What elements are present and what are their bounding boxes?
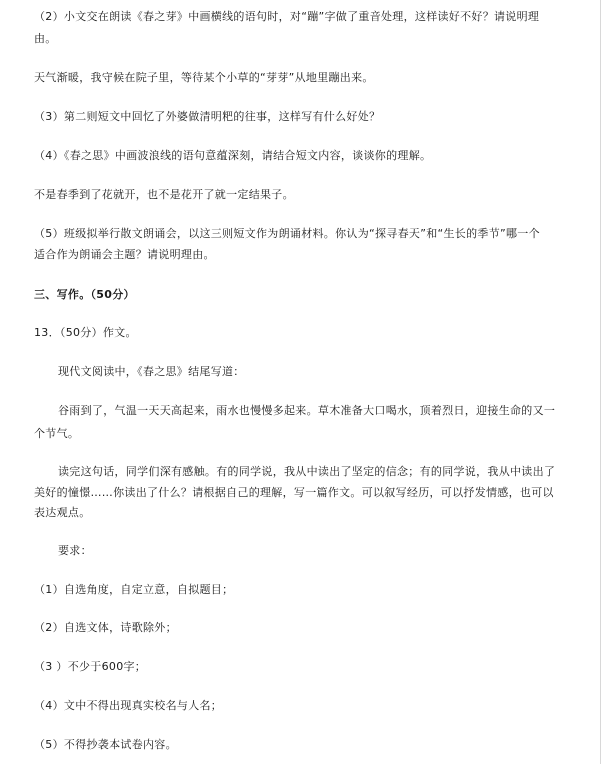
section-heading-writing: 三、写作。（50分） bbox=[34, 288, 135, 301]
page-edge-divider bbox=[600, 0, 601, 764]
requirement-5: （5）不得抄袭本试卷内容。 bbox=[34, 738, 177, 751]
question-13: 13．（50分）作文。 bbox=[34, 326, 137, 339]
prompt-line-1: 读完这句话，同学们深有感触。有的同学说，我从中读出了坚定的信念；有的同学说，我从中读出了 bbox=[58, 465, 556, 478]
quoted-sentence-1: 天气渐暖，我守候在院子里，等待某个小草的“芽芽”从地里蹦出来。 bbox=[34, 71, 374, 84]
requirements-title: 要求： bbox=[58, 544, 92, 557]
question-2-line-2: 由。 bbox=[34, 32, 57, 45]
requirement-1: （1）自选角度，自定立意，自拟题目； bbox=[34, 583, 234, 596]
question-2-line-1: （2）小文交在朗读《春之芽》中画横线的语句时，对“蹦”字做了重音处理，这样读好不好？请说明理 bbox=[34, 10, 540, 23]
excerpt-line-1: 谷雨到了，气温一天天高起来，雨水也慢慢多起来。草木准备大口喝水，顶着烈日，迎接生命的又一 bbox=[58, 404, 556, 417]
prompt-line-2: 美好的憧憬……你读出了什么？请根据自己的理解，写一篇作文。可以叙写经历，可以抒发情感，也可以 bbox=[34, 486, 554, 499]
requirement-2: （2）自选文体，诗歌除外； bbox=[34, 621, 177, 634]
question-5-line-1: （5）班级拟举行散文朗诵会，以这三则短文作为朗诵材料。你认为“探寻春天”和“生长的季节”哪一个 bbox=[34, 227, 540, 240]
question-5-line-2: 适合作为朗诵会主题？请说明理由。 bbox=[34, 248, 215, 261]
quoted-sentence-2: 不是春季到了花就开，也不是花开了就一定结果子。 bbox=[34, 188, 294, 201]
excerpt-line-2: 个节气。 bbox=[34, 427, 80, 440]
question-3: （3）第二则短文中回忆了外婆做清明粑的往事，这样写有什么好处？ bbox=[34, 110, 381, 123]
essay-intro: 现代文阅读中，《春之思》结尾写道： bbox=[58, 365, 245, 378]
question-4: （4）《春之思》中画波浪线的语句意蕴深刻，请结合短文内容，谈谈你的理解。 bbox=[34, 149, 432, 162]
prompt-line-3: 表达观点。 bbox=[34, 506, 91, 519]
requirement-4: （4）文中不得出现真实校名与人名； bbox=[34, 699, 223, 712]
requirement-3: （3 ）不少于600字； bbox=[34, 660, 147, 673]
